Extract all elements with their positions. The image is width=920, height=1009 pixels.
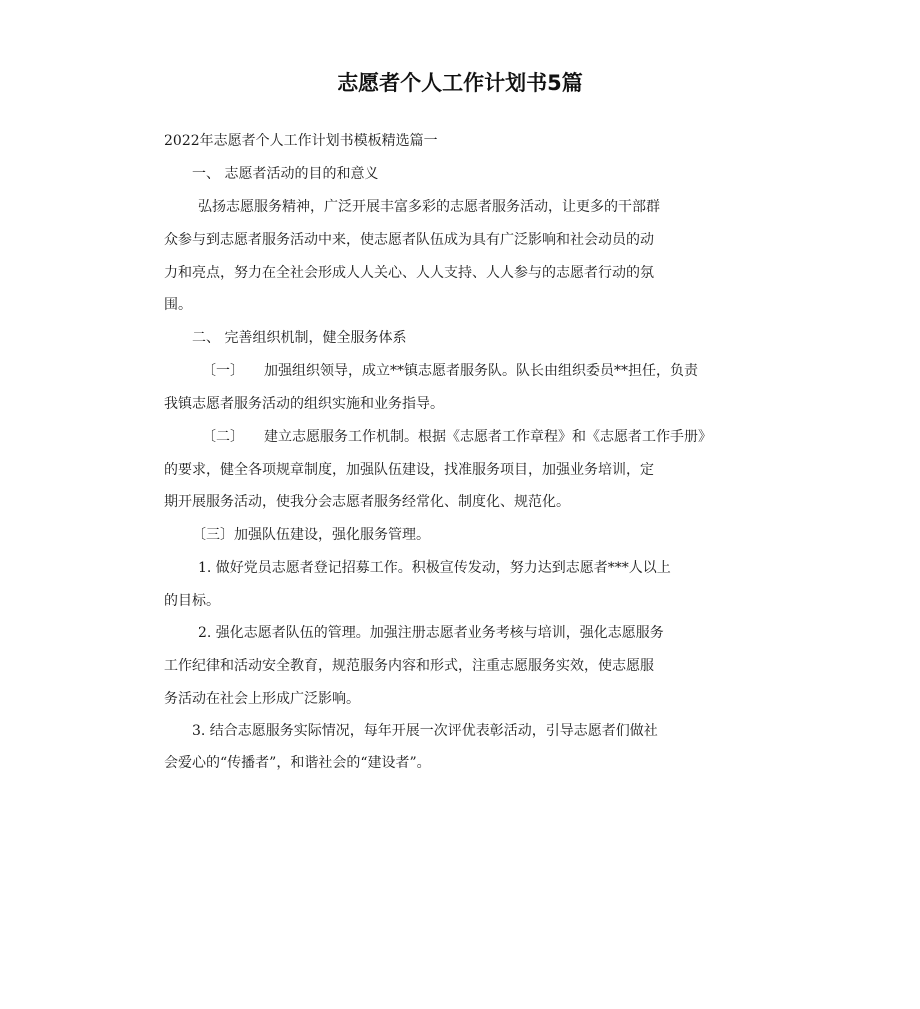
point2-line-1: 2. 强化志愿者队伍的管理。加强注册志愿者业务考核与培训，强化志愿服务 <box>198 625 664 641</box>
section1-line-1: 弘扬志愿服务精神，广泛开展丰富多彩的志愿者服务活动，让更多的干部群 <box>198 199 660 215</box>
item2-marker: 〔二〕 <box>202 429 244 445</box>
point3-line-1: 3. 结合志愿服务实际情况，每年开展一次评优表彰活动，引导志愿者们做社 <box>192 723 658 739</box>
item2-line-2: 的要求，健全各项规章制度，加强队伍建设，找准服务项目，加强业务培训，定 <box>164 462 654 478</box>
document-title: 志愿者个人工作计划书5篇 <box>337 71 583 95</box>
section1-line-3: 力和亮点，努力在全社会形成人人关心、人人支持、人人参与的志愿者行动的氛 <box>164 265 654 281</box>
point1-line-1: 1. 做好党员志愿者登记招募工作。积极宣传发动，努力达到志愿者***人以上 <box>198 560 671 576</box>
section1-line-4: 围。 <box>164 297 192 313</box>
point2-line-3: 务活动在社会上形成广泛影响。 <box>164 691 360 707</box>
item2-line-3: 期开展服务活动，使我分会志愿者服务经常化、制度化、规范化。 <box>164 494 570 510</box>
section1-heading: 一、 志愿者活动的目的和意义 <box>192 166 379 182</box>
item2-line-1: 建立志愿服务工作机制。根据《志愿者工作章程》和《志愿者工作手册》 <box>264 429 712 445</box>
section2-heading: 二、 完善组织机制，健全服务体系 <box>192 330 407 346</box>
point2-line-2: 工作纪律和活动安全教育，规范服务内容和形式，注重志愿服务实效，使志愿服 <box>164 658 654 674</box>
point3-line-2: 会爱心的“传播者”，和谐社会的“建设者”。 <box>164 755 431 771</box>
point1-line-2: 的目标。 <box>164 593 220 609</box>
item1-line-2: 我镇志愿者服务活动的组织实施和业务指导。 <box>164 396 444 412</box>
item1-line-1: 加强组织领导，成立**镇志愿者服务队。队长由组织委员**担任，负责 <box>264 363 698 379</box>
document-subtitle: 2022年志愿者个人工作计划书模板精选篇一 <box>164 133 438 149</box>
item3-line: 〔三〕加强队伍建设，强化服务管理。 <box>192 527 430 543</box>
item1-marker: 〔一〕 <box>202 363 244 379</box>
section1-line-2: 众参与到志愿者服务活动中来，使志愿者队伍成为具有广泛影响和社会动员的动 <box>164 232 654 248</box>
